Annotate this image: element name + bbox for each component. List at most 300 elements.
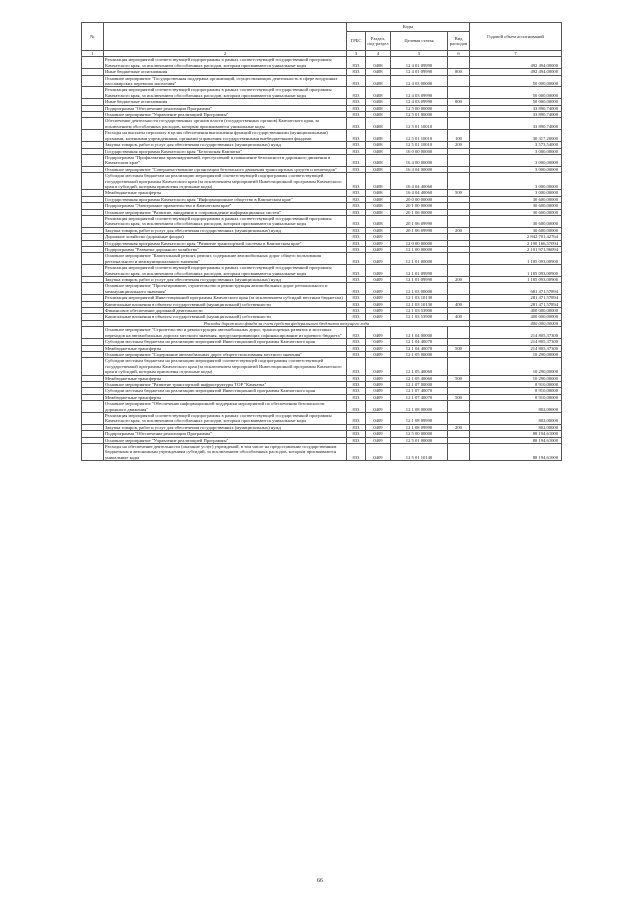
header-celevaya: Целевая статья — [391, 32, 448, 51]
row-amount: 2 842 701,42764 — [470, 234, 562, 240]
row-grbs: 833 — [347, 112, 366, 118]
table-row — [82, 154, 562, 166]
row-target-article: 12 1 08 09990 — [391, 424, 448, 430]
row-grbs: 833 — [347, 345, 366, 351]
row-grbs: 833 — [347, 265, 366, 277]
row-amount: 214 805,37300 — [470, 345, 562, 351]
header-number: № — [82, 23, 104, 51]
row-amount: 1 185 093,00900 — [470, 265, 562, 277]
row-target-article: 12 1 01 09990 — [391, 277, 448, 283]
row-razdel: 0409 — [366, 301, 391, 307]
row-razdel: 0409 — [366, 437, 391, 443]
row-target-article: 12 5 01 10010 — [391, 118, 448, 130]
row-razdel: 0408 — [366, 173, 391, 190]
row-number-cell — [82, 130, 104, 142]
row-grbs: 833 — [347, 154, 366, 166]
row-amount: 400 000,00000 — [470, 320, 562, 326]
row-grbs: 833 — [347, 295, 366, 301]
row-name: Расходы на обеспечение деятельности (оказание услуг) учреждений, в том числе на предоставление государственным бюджетным и автономным учреждениям субсидий, за исключением обособленных расходов, которым присваиваются уникальные коды — [104, 444, 347, 461]
row-target-article: 12 1 04 40070 — [391, 339, 448, 345]
row-grbs: 833 — [347, 105, 366, 111]
row-amount: 30 600,00000 — [470, 227, 562, 233]
table-row — [82, 412, 562, 424]
row-target-article: 12 1 05 40060 — [391, 375, 448, 381]
row-expense-type — [448, 87, 470, 99]
row-name: Реализация мероприятий соответствующей подпрограммы в рамках соответствующей государственной программы Камчатского края, за исключением обособленных расходов, которым присваиваются уникальные коды — [104, 57, 347, 69]
row-razdel: 0408 — [366, 87, 391, 99]
row-grbs: 833 — [347, 253, 366, 265]
row-name: Закупка товаров, работ и услуг для обеспечения государственных (муниципальных) нужд — [104, 277, 347, 283]
row-grbs: 833 — [347, 190, 366, 196]
row-amount: 1 185 093,00900 — [470, 253, 562, 265]
row-razdel: 0409 — [366, 283, 391, 295]
row-grbs: 833 — [347, 301, 366, 307]
row-name: Капитальные вложения в объекты государственной (муниципальной) собственности — [104, 301, 347, 307]
row-razdel: 0408 — [366, 118, 391, 130]
header-name — [104, 23, 347, 51]
row-number-cell — [82, 75, 104, 87]
row-grbs: 833 — [347, 130, 366, 142]
row-name: Субсидии местным бюджетам на реализацию мероприятий соответствующей подпрограммы соответствующей государственной программы Камчатского края (за исключением мероприятий Инвестиционной программы Камчатского края и субсидий, которым присвоены отдельные коды) — [104, 173, 347, 190]
row-name: Реализация мероприятий соответствующей подпрограммы в рамках соответствующей государственной программы Камчатского края, за исключением обособленных расходов, которым присваиваются уникальные коды — [104, 412, 347, 424]
row-grbs: 833 — [347, 277, 366, 283]
row-name: Основное мероприятие "Обеспечение информационной поддержки мероприятий по обеспечению безопасности дорожного движения" — [104, 401, 347, 413]
row-target-article: 12 1 05 00000 — [391, 351, 448, 357]
page-number: 66 — [317, 878, 323, 884]
row-amount: 33 890,74000 — [470, 112, 562, 118]
row-number-cell — [82, 118, 104, 130]
row-razdel: 0409 — [366, 339, 391, 345]
row-grbs: 833 — [347, 99, 366, 105]
row-name: Государственная программа Камчатского края "Информационное общество в Камчатском крае" — [104, 196, 347, 202]
row-razdel: 0409 — [366, 381, 391, 387]
row-amount: 802,00000 — [470, 401, 562, 413]
row-grbs: 833 — [347, 57, 366, 69]
row-grbs: 833 — [347, 327, 366, 339]
row-amount: 492 494,00000 — [470, 57, 562, 69]
row-number-cell — [82, 173, 104, 190]
row-amount: 214 805,37300 — [470, 339, 562, 345]
budget-table-page — [81, 22, 561, 461]
row-target-article: 16 4 04 40060 — [391, 173, 448, 190]
col-number: 5 — [391, 51, 448, 57]
row-grbs: 833 — [347, 431, 366, 437]
row-expense-type: 200 — [448, 227, 470, 233]
row-amount: 214 805,37300 — [470, 327, 562, 339]
row-amount: 33 890,74000 — [470, 105, 562, 111]
row-name: Иные бюджетные ассигнования — [104, 99, 347, 105]
row-razdel: 0408 — [366, 227, 391, 233]
row-expense-type: 800 — [448, 99, 470, 105]
row-grbs: 833 — [347, 283, 366, 295]
row-target-article: 16 4 00 00000 — [391, 154, 448, 166]
row-target-article: 12 5 01 00000 — [391, 437, 448, 443]
row-expense-type — [448, 401, 470, 413]
row-grbs: 833 — [347, 203, 366, 209]
row-razdel: 0409 — [366, 240, 391, 246]
row-expense-type — [448, 444, 470, 461]
row-name: Подпрограмма "Развитие дорожного хозяйства" — [104, 247, 347, 253]
row-expense-type: 400 — [448, 314, 470, 320]
row-name: Межбюджетные трансферты — [104, 375, 347, 381]
row-razdel: 0409 — [366, 412, 391, 424]
row-amount: 3 000,00000 — [470, 173, 562, 190]
row-target-article: 12 1 03 10130 — [391, 301, 448, 307]
row-target-article: 12 1 01 00000 — [391, 253, 448, 265]
row-amount: 802,00000 — [470, 424, 562, 430]
row-target-article: 12 1 03 53900 — [391, 314, 448, 320]
row-grbs: 833 — [347, 247, 366, 253]
row-grbs: 833 — [347, 166, 366, 172]
row-expense-type: 800 — [448, 69, 470, 75]
row-razdel: 0409 — [366, 358, 391, 375]
header-codes: Коды — [347, 23, 470, 32]
row-target-article: 12 1 04 00000 — [391, 327, 448, 339]
row-amount: 10 290,00000 — [470, 375, 562, 381]
row-grbs: 833 — [347, 75, 366, 87]
row-amount: 30 317,20000 — [470, 130, 562, 142]
row-target-article: 16 0 00 00000 — [391, 148, 448, 154]
row-grbs: 833 — [347, 240, 366, 246]
row-grbs: 833 — [347, 314, 366, 320]
row-name: Реализация мероприятий соответствующей подпрограммы в рамках соответствующей государственной программы Камчатского края, за исключением обособленных расходов, которым присваиваются уникальные коды — [104, 87, 347, 99]
col-number: 2 — [104, 51, 347, 57]
table-row — [82, 130, 562, 142]
row-amount: 3 000,00000 — [470, 148, 562, 154]
row-target-article: 12 1 07 40070 — [391, 388, 448, 394]
row-razdel: 0409 — [366, 401, 391, 413]
row-name: Основное мероприятие "Государственная поддержка организаций, осуществляющих деятельность в сфере воздушных пассажирских перевозок населения" — [104, 75, 347, 87]
row-expense-type — [448, 253, 470, 265]
row-amount: 492 494,00000 — [470, 69, 562, 75]
table-row — [82, 118, 562, 130]
col-number: 7 — [470, 51, 562, 57]
row-amount: 3 000,00000 — [470, 154, 562, 166]
row-name: Реализация мероприятий соответствующей подпрограммы в рамках соответствующей государственной программы Камчатского края, за исключением обособленных расходов, которым присваиваются уникальные коды — [104, 215, 347, 227]
row-grbs: 833 — [347, 424, 366, 430]
row-amount: 10 290,00000 — [470, 351, 562, 357]
row-number-cell — [82, 283, 104, 295]
row-razdel: 0409 — [366, 351, 391, 357]
row-name: Основное мероприятие "Строительство и реконструкция автомобильных дорог, транспортных развязок и мостовых переходов на автомобильных дорогах местного значения, предусматривающих софинансирование из краевого бюджета" — [104, 327, 347, 339]
table-row — [82, 444, 562, 461]
table-row — [82, 253, 562, 265]
row-razdel: 0409 — [366, 265, 391, 277]
row-razdel: 0409 — [366, 345, 391, 351]
row-grbs: 833 — [347, 234, 366, 240]
row-razdel: 0409 — [366, 308, 391, 314]
row-amount: 3 000,00000 — [470, 190, 562, 196]
row-target-article: 12 5 00 00000 — [391, 431, 448, 437]
row-name: Закупка товаров, работ и услуг для обеспечения государственных (муниципальных) нужд — [104, 424, 347, 430]
row-amount: 2 101 971,96094 — [470, 247, 562, 253]
row-expense-type — [448, 75, 470, 87]
row-name: Основное мероприятие "Развитие транспортной инфраструктуры ТОР "Камчатка" — [104, 381, 347, 387]
row-target-article: 12 5 01 00000 — [391, 112, 448, 118]
row-expense-type — [448, 57, 470, 69]
row-name: Обеспечение деятельности государственных органов власти (государственных органов) Камчатского края, за исключением обособленных расходов, которым присваиваются уникальные коды — [104, 118, 347, 130]
row-amount: 50 000,00000 — [470, 99, 562, 105]
col-number: 3 — [347, 51, 366, 57]
header-amount: Годовой объем ассигнований — [470, 23, 562, 51]
row-grbs: 833 — [347, 381, 366, 387]
row-amount: 50 000,00000 — [470, 87, 562, 99]
row-razdel: 0408 — [366, 196, 391, 202]
row-name: Основное мероприятие "Совершенствование организации безопасного движения транспортных средств и пешеходов" — [104, 166, 347, 172]
budget-table — [81, 22, 562, 461]
row-razdel: 0409 — [366, 394, 391, 400]
row-target-article: 12 5 01 10010 — [391, 130, 448, 142]
col-number: 6 — [448, 51, 470, 57]
row-target-article: 12 4 01 09990 — [391, 69, 448, 75]
row-name: Подпрограмма "Обеспечение реализации Программы" — [104, 105, 347, 111]
row-razdel: 0408 — [366, 166, 391, 172]
row-razdel: 0408 — [366, 154, 391, 166]
row-number-cell — [82, 253, 104, 265]
row-target-article: 16 4 04 40060 — [391, 190, 448, 196]
row-name: Основное мероприятие "Проектирование, строительство и реконструкция автомобильных дорог регионального и межмуниципального значения" — [104, 283, 347, 295]
row-expense-type: 200 — [448, 424, 470, 430]
row-expense-type — [448, 265, 470, 277]
row-razdel: 0408 — [366, 99, 391, 105]
row-expense-type — [448, 154, 470, 166]
row-expense-type: 500 — [448, 345, 470, 351]
row-number-cell — [82, 444, 104, 461]
table-row — [82, 358, 562, 375]
row-expense-type: 500 — [448, 394, 470, 400]
row-name: Реализация мероприятий соответствующей подпрограммы в рамках соответствующей государственной программы Камчатского края, за исключением обособленных расходов, которым присваиваются уникальные коды — [104, 265, 347, 277]
row-number-cell — [82, 154, 104, 166]
row-target-article: 16 4 04 00000 — [391, 166, 448, 172]
row-number-cell — [82, 57, 104, 69]
table-row — [82, 57, 562, 69]
row-number-cell — [82, 401, 104, 413]
row-expense-type — [448, 215, 470, 227]
row-amount: 802,00000 — [470, 412, 562, 424]
row-razdel: 0409 — [366, 327, 391, 339]
row-amount: 8 910,00000 — [470, 394, 562, 400]
row-number-cell — [82, 265, 104, 277]
row-name: Межбюджетные трансферты — [104, 345, 347, 351]
table-row — [82, 283, 562, 295]
row-amount: 88 194,61000 — [470, 437, 562, 443]
row-amount: 3 000,00000 — [470, 166, 562, 172]
row-amount: 88 194,61000 — [470, 444, 562, 461]
row-expense-type: 200 — [448, 142, 470, 148]
row-target-article: 12 4 03 09990 — [391, 99, 448, 105]
row-target-article: 20 1 06 09990 — [391, 215, 448, 227]
row-amount: 400 000,00000 — [470, 308, 562, 314]
row-name: Финансовое обеспечение дорожной деятельности — [104, 308, 347, 314]
row-razdel: 0408 — [366, 215, 391, 227]
row-name: Реализация мероприятий Инвестиционной программы Камчатского края (за исключением субсидий местным бюджетам) — [104, 295, 347, 301]
row-name: Основное мероприятие "Управление реализацией Программы" — [104, 437, 347, 443]
row-amount: 8 910,00000 — [470, 388, 562, 394]
row-amount: 33 890,74000 — [470, 118, 562, 130]
table-row — [82, 87, 562, 99]
row-grbs: 833 — [347, 215, 366, 227]
row-name: Дорожное хозяйство (дорожные фонды) — [104, 234, 347, 240]
row-amount: 30 600,00000 — [470, 215, 562, 227]
row-target-article: 20 1 00 00000 — [391, 203, 448, 209]
row-grbs: 833 — [347, 375, 366, 381]
row-amount: 30 600,00000 — [470, 203, 562, 209]
row-expense-type: 500 — [448, 190, 470, 196]
row-expense-type — [448, 412, 470, 424]
row-expense-type — [448, 118, 470, 130]
row-target-article: 12 1 08 00000 — [391, 401, 448, 413]
row-target-article: 12 4 03 09990 — [391, 87, 448, 99]
row-target-article: 12 5 01 10140 — [391, 444, 448, 461]
row-number-cell — [82, 215, 104, 227]
row-grbs: 833 — [347, 173, 366, 190]
row-razdel: 0409 — [366, 375, 391, 381]
row-name: Расходы дорожного фонда за счет средств федерального бюджета текущего года — [104, 320, 470, 326]
row-razdel: 0408 — [366, 148, 391, 154]
row-name: Основное мероприятие "Содержание автомобильных дорог общего пользования местного значения" — [104, 351, 347, 357]
row-razdel: 0409 — [366, 444, 391, 461]
row-grbs: 833 — [347, 358, 366, 375]
row-razdel: 0408 — [366, 142, 391, 148]
row-number-cell — [82, 327, 104, 339]
row-razdel: 0408 — [366, 209, 391, 215]
row-razdel: 0408 — [366, 190, 391, 196]
row-number-cell — [82, 412, 104, 424]
row-razdel: 0408 — [366, 112, 391, 118]
row-name: Субсидии местным бюджетам на реализацию мероприятий Инвестиционной программы Камчатского края — [104, 388, 347, 394]
row-razdel: 0408 — [366, 69, 391, 75]
row-razdel: 0409 — [366, 314, 391, 320]
row-grbs: 833 — [347, 196, 366, 202]
row-target-article: 12 5 01 10010 — [391, 142, 448, 148]
row-amount: 30 600,00000 — [470, 209, 562, 215]
row-grbs: 833 — [347, 118, 366, 130]
row-razdel: 0409 — [366, 253, 391, 265]
row-number-cell — [82, 87, 104, 99]
header-razdel: Раздел, под-раздел — [366, 32, 391, 51]
row-razdel: 0408 — [366, 75, 391, 87]
row-name: Субсидии местным бюджетам на реализацию мероприятий Инвестиционной программы Камчатского края — [104, 339, 347, 345]
row-target-article: 20 0 00 00000 — [391, 196, 448, 202]
row-amount: 50 000,00000 — [470, 75, 562, 87]
row-grbs: 833 — [347, 437, 366, 443]
row-target-article: 12 1 03 53900 — [391, 308, 448, 314]
row-name: Закупка товаров, работ и услуг для обеспечения государственных (муниципальных) нужд — [104, 227, 347, 233]
row-razdel: 0408 — [366, 105, 391, 111]
row-number-cell — [82, 358, 104, 375]
row-grbs: 833 — [347, 401, 366, 413]
row-grbs: 833 — [347, 388, 366, 394]
row-target-article: 12 1 07 00000 — [391, 381, 448, 387]
row-name: Подпрограмма "Электронное правительство в Камчатском крае" — [104, 203, 347, 209]
table-row — [82, 75, 562, 87]
table-row — [82, 215, 562, 227]
row-name: Основное мероприятие "Капитальный ремонт, ремонт, содержание автомобильных дорог общего пользования регионального и межмуниципального значения" — [104, 253, 347, 265]
row-razdel: 0409 — [366, 424, 391, 430]
table-row — [82, 265, 562, 277]
row-expense-type: 100 — [448, 130, 470, 142]
row-razdel: 0408 — [366, 57, 391, 69]
row-grbs: 833 — [347, 444, 366, 461]
row-target-article: 12 4 01 09990 — [391, 57, 448, 69]
row-name: Подпрограмма "Профилактика правонарушений, преступлений и повышение безопасности дорожного движения в Камчатском крае" — [104, 154, 347, 166]
row-name: Закупка товаров, работ и услуг для обеспечения государственных (муниципальных) нужд — [104, 142, 347, 148]
row-expense-type: 400 — [448, 301, 470, 307]
row-name: Иные бюджетные ассигнования — [104, 69, 347, 75]
row-name: Основное мероприятие "Управление реализацией Программы" — [104, 112, 347, 118]
row-grbs: 833 — [347, 351, 366, 357]
row-target-article: 20 1 06 09990 — [391, 227, 448, 233]
row-target-article: 12 1 03 00000 — [391, 283, 448, 295]
row-razdel: 0409 — [366, 295, 391, 301]
row-grbs: 833 — [347, 209, 366, 215]
row-razdel: 0409 — [366, 388, 391, 394]
row-razdel: 0409 — [366, 234, 391, 240]
row-razdel: 0408 — [366, 203, 391, 209]
row-target-article: 20 1 06 00000 — [391, 209, 448, 215]
header-grbs: ГРБС — [347, 32, 366, 51]
row-expense-type — [448, 173, 470, 190]
row-target-article: 12 4 03 00000 — [391, 75, 448, 87]
row-name: Основное мероприятие "Развитие, внедрение и сопровождение информационных систем" — [104, 209, 347, 215]
row-name: Государственная программа Камчатского края "Развитие транспортной системы в Камчатском крае" — [104, 240, 347, 246]
row-target-article: 12 1 00 00000 — [391, 247, 448, 253]
row-amount: 8 910,00000 — [470, 381, 562, 387]
row-amount: 30 600,00000 — [470, 196, 562, 202]
row-grbs: 833 — [347, 339, 366, 345]
row-grbs: 833 — [347, 69, 366, 75]
row-name: Подпрограмма "Обеспечение реализации Программы" — [104, 431, 347, 437]
row-amount: 2 190 166,57094 — [470, 240, 562, 246]
header-vid: Вид расходов — [448, 32, 470, 51]
row-amount: 281 471,57894 — [470, 295, 562, 301]
row-amount: 88 194,61000 — [470, 431, 562, 437]
row-target-article: 12 1 03 10130 — [391, 295, 448, 301]
row-target-article: 12 1 08 09990 — [391, 412, 448, 424]
row-razdel: 0409 — [366, 431, 391, 437]
row-expense-type: 200 — [448, 277, 470, 283]
row-target-article: 12 1 05 40060 — [391, 358, 448, 375]
row-expense-type: 500 — [448, 375, 470, 381]
row-grbs: 833 — [347, 412, 366, 424]
row-name: Государственная программа Камчатского края "Безопасная Камчатка" — [104, 148, 347, 154]
row-razdel: 0408 — [366, 130, 391, 142]
row-target-article: 12 1 04 40070 — [391, 345, 448, 351]
row-grbs: 833 — [347, 394, 366, 400]
table-row — [82, 327, 562, 339]
table-body — [82, 57, 562, 461]
row-grbs: 833 — [347, 142, 366, 148]
row-target-article: 12 1 01 09990 — [391, 265, 448, 277]
row-amount: 400 000,00000 — [470, 314, 562, 320]
row-amount: 281 471,57894 — [470, 301, 562, 307]
row-expense-type — [448, 283, 470, 295]
row-name: Межбюджетные трансферты — [104, 394, 347, 400]
col-number: 1 — [82, 51, 104, 57]
row-target-article: 12 5 00 00000 — [391, 105, 448, 111]
row-expense-type — [448, 358, 470, 375]
row-target-article: 12 0 00 00000 — [391, 240, 448, 246]
row-name: Межбюджетные трансферты — [104, 190, 347, 196]
table-row — [82, 401, 562, 413]
row-grbs: 833 — [347, 308, 366, 314]
row-name: Капитальные вложения в объекты государственной (муниципальной) собственности — [104, 314, 347, 320]
row-grbs: 833 — [347, 148, 366, 154]
row-name: Субсидии местным бюджетам на реализацию мероприятий соответствующей подпрограммы соответствующей государственной программы Камчатского края (за исключением мероприятий Инвестиционной программы Камчатского края и субсидий, которым присвоены отдельные коды) — [104, 358, 347, 375]
row-razdel: 0409 — [366, 277, 391, 283]
row-amount: 10 290,00000 — [470, 358, 562, 375]
table-row — [82, 173, 562, 190]
